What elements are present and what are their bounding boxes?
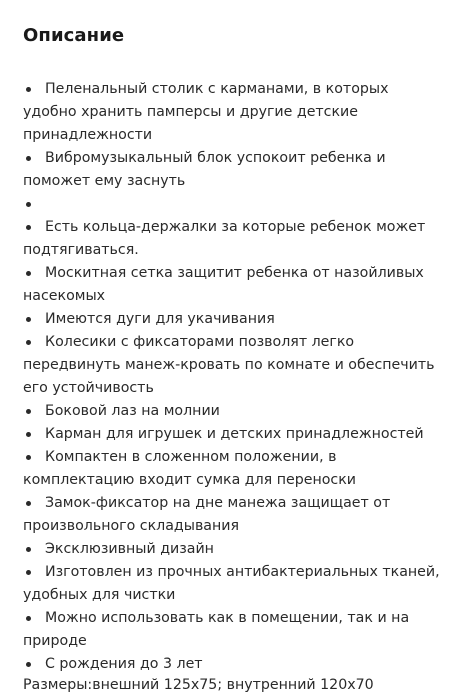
list-item bbox=[0, 538, 464, 561]
list-item bbox=[0, 78, 464, 147]
bullet-icon bbox=[26, 202, 31, 207]
list-item bbox=[0, 308, 464, 331]
list-item bbox=[0, 147, 464, 193]
feature-list bbox=[0, 78, 464, 676]
bullet-icon bbox=[26, 317, 31, 322]
list-item-text: Карман для игрушек и детских принадлежностей bbox=[45, 426, 424, 442]
list-item-text: Боковой лаз на молнии bbox=[45, 403, 220, 419]
list-item-text: Эксклюзивный дизайн bbox=[45, 541, 214, 557]
list-item-text: Пеленальный столик с карманами, в которых удобно хранить памперсы и другие детские принадлежности bbox=[23, 81, 389, 143]
list-item-empty bbox=[0, 193, 464, 216]
bullet-icon bbox=[26, 432, 31, 437]
list-item bbox=[0, 400, 464, 423]
list-item-text: Замок-фиксатор на дне манежа защищает от произвольного складывания bbox=[23, 495, 391, 534]
list-item bbox=[0, 653, 464, 676]
bullet-icon bbox=[26, 570, 31, 575]
list-item-text: Можно использовать как в помещении, так и на природе bbox=[23, 610, 410, 649]
list-item-text: Компактен в сложенном положении, в комплектацию входит сумка для переноски bbox=[23, 449, 357, 488]
list-item bbox=[0, 446, 464, 492]
section-title: Описание bbox=[23, 25, 125, 46]
list-item-text: Изготовлен из прочных антибактериальных тканей, удобных для чистки bbox=[23, 564, 440, 603]
bullet-icon bbox=[26, 340, 31, 345]
bullet-icon bbox=[26, 409, 31, 414]
bullet-icon bbox=[26, 501, 31, 506]
dimensions-text: Размеры:внешний 125x75; внутренний 120x70 bbox=[23, 677, 374, 693]
bullet-icon bbox=[26, 455, 31, 460]
bullet-icon bbox=[26, 156, 31, 161]
list-item bbox=[0, 492, 464, 538]
bullet-icon bbox=[26, 547, 31, 552]
bullet-icon bbox=[26, 271, 31, 276]
list-item-text: С рождения до 3 лет bbox=[45, 656, 203, 672]
list-item bbox=[0, 607, 464, 653]
list-item bbox=[0, 262, 464, 308]
list-item-text: Вибромузыкальный блок успокоит ребенка и поможет ему заснуть bbox=[23, 150, 386, 189]
list-item-text: Колесики с фиксаторами позволят легко передвинуть манеж-кровать по комнате и обеспечить его устойчивость bbox=[23, 334, 435, 396]
list-item-text: Москитная сетка защитит ребенка от назойливых насекомых bbox=[23, 265, 424, 304]
list-item bbox=[0, 423, 464, 446]
list-item bbox=[0, 561, 464, 607]
list-item-text: Имеются дуги для укачивания bbox=[45, 311, 275, 327]
bullet-icon bbox=[26, 662, 31, 667]
bullet-icon bbox=[26, 616, 31, 621]
list-item bbox=[0, 331, 464, 400]
list-item bbox=[0, 216, 464, 262]
bullet-icon bbox=[26, 225, 31, 230]
list-item-text: Есть кольца-держалки за которые ребенок может подтягиваться. bbox=[23, 219, 426, 258]
bullet-icon bbox=[26, 87, 31, 92]
